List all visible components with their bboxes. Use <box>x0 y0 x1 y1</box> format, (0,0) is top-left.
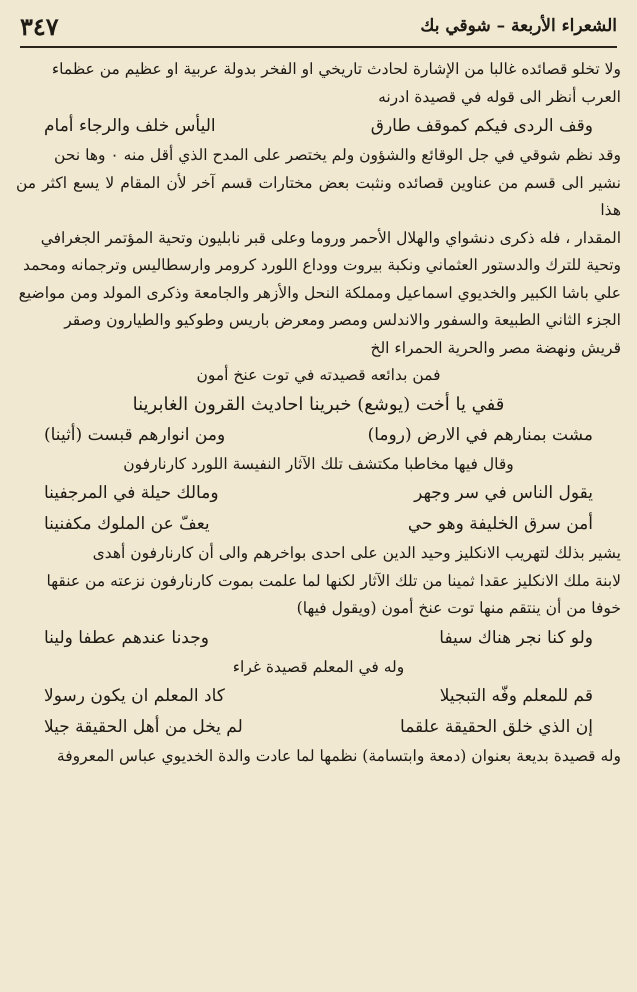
hemistich-left: ومن انوارهم قبست (أثينا) <box>44 425 226 445</box>
verse-line <box>16 509 621 540</box>
verse-line <box>16 681 621 712</box>
hemistich-right: إن الذي خلق الحقيقة علقما <box>400 716 593 737</box>
hemistich-left: اليأس خلف والرجاء أمام <box>44 116 216 136</box>
hemistich-right: وقف الردى فيكم كموقف طارق <box>370 116 593 136</box>
paragraph-line: قريش ونهضة مصر والحرية الحمراء الخ <box>370 338 621 357</box>
verse-line <box>16 420 621 451</box>
hemistich-right: قم للمعلم وفّه التبجيلا <box>439 685 593 706</box>
paragraph-line: خوفا من أن ينتقم منها توت عنخ أمون (ويقول فيها) <box>296 599 621 617</box>
hemistich-left: ومالك حيلة في المرجفينا <box>44 483 219 503</box>
hemistich-right: مشت بمنارهم في الارض (روما) <box>367 425 593 445</box>
poem-intro: فمن بدائعه قصيدته في توت عنخ أمون <box>196 366 441 384</box>
paragraph-line: نشير الى قسم من عناوين قصائده ونثبت بعض مختارات قسم آخر لأن المقام لا يسع اكثر من هذا <box>16 173 621 219</box>
hemistich-right: يقول الناس في سر وجهر <box>414 483 593 503</box>
paragraph-line: وقد نظم شوقي في جل الوقائع والشؤون ولم يختصر على المدح الذي أقل منه ٠ وها نحن <box>54 146 621 164</box>
paragraph-line: ولا تخلو قصائده غالبا من الإشارة لحادث تاريخي او الفخر بدولة عربية او عظيم من عظماء <box>51 60 621 78</box>
running-title: الشعراء الأربعة – شوقي بك <box>420 16 617 36</box>
verse-line <box>16 623 621 654</box>
poem-intro: وله في المعلم قصيدة غراء <box>232 657 405 676</box>
hemistich-left: لم يخل من أهل الحقيقة جيلا <box>44 716 243 737</box>
paragraph-line: لابنة ملك الانكليز عقدا ثمينا من تلك الآثار لكنها لما علمت بموت كارنارفون نزعته من عنقها <box>46 571 621 590</box>
paragraph-line: وله قصيدة بديعة بعنوان (دمعة وابتسامة) نظمها لما عادت والدة الخديوي عباس المعروفة <box>56 746 621 765</box>
paragraph-line: يشير بذلك لتهريب الانكليز وحيد الدين على احدى بواخرهم والى أن كارنارفون أهدى <box>92 544 621 562</box>
hemistich-left: يعفّ عن الملوك مكفنينا <box>44 514 210 534</box>
page-header <box>20 6 617 48</box>
hemistich-left: وجدنا عندهم عطفا ولينا <box>44 627 209 648</box>
paragraph-line: الجزء الثاني الطبيعة والسفور والاندلس ومصر ومعرض باريس وطوكيو والطيارون وصقر <box>64 311 621 329</box>
hemistich-left: كاد المعلم ان يكون رسولا <box>44 685 225 706</box>
verse-line <box>16 712 621 743</box>
hemistich-right: ولو كنا نجر هناك سيفا <box>439 627 593 648</box>
verse-line: قفي يا أخت (يوشع) خبرينا احاديث القرون الغابرينا <box>132 394 505 415</box>
paragraph-line: المقدار ، فله ذكرى دنشواي والهلال الأحمر وروما وعلى قبر نابليون وتحية المؤتمر الجغرافي <box>40 228 621 247</box>
page-body <box>16 56 621 770</box>
hemistich-right: أمن سرق الخليفة وهو حي <box>407 514 593 534</box>
verse-line <box>16 111 621 142</box>
poem-intro: وقال فيها مخاطبا مكتشف تلك الآثار النفيسة اللورد كارنارفون <box>123 455 514 473</box>
paragraph-line: وتحية للترك والدستور العثماني ونكبة بيروت ووداع اللورد كرومر وارسطاليس وترجمانه ومحمد <box>23 256 621 274</box>
verse-line <box>16 478 621 509</box>
paragraph-line: علي باشا الكبير والخديوي اسماعيل ومملكة النحل والأزهر والجامعة وذكرى المولد ومن مواضيع <box>18 283 621 302</box>
paragraph-line: العرب أنظر الى قوله في قصيدة ادرنه <box>378 87 621 106</box>
page-number: ٣٤٧ <box>20 11 59 41</box>
